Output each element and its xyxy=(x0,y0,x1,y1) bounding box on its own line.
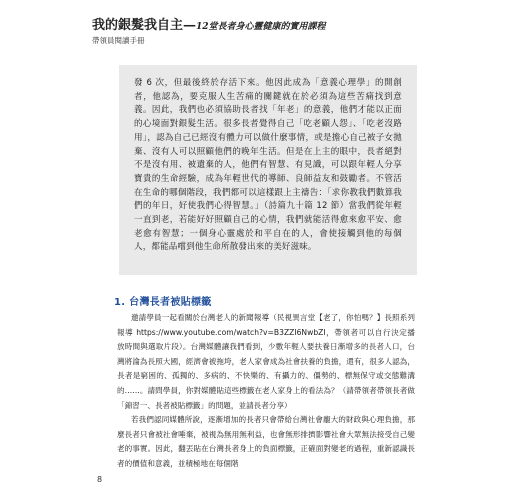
quote-box xyxy=(119,65,417,275)
running-header xyxy=(92,14,326,46)
book-title xyxy=(92,14,326,33)
body-paragraph: 邀請學員一起看關於台灣老人的新聞報導（民視異言堂【老了，你怕嗎？】長照系列報導 https://www.youtube.com/watch?v=B3ZZI6NwbZI，帶領者可以自行決定播放時間與選取片段）。台灣媒體讓我們看到，少數年輕人要扶養日漸增多的長者人口，台灣將淪為長照大國，經濟會被拖垮，老人家會成為社會扶養的負擔，還有，很多人認為，長者是窮困的、孤獨的、多病的、不快樂的、有攝力的、僵勢的、標無保守或交態難溝的……。請問學員，你對媒體貼這些標籤在老人家身上的看法為？（請帶領者帶領長者做「錦習一、長者被貼標籤」的問題，並請長者分享） xyxy=(117,313,415,410)
page-number: 8 xyxy=(97,475,103,484)
body-paragraph: 若我們認同媒體所說，逐漸增加的長者只會帶給台灣社會龐大的財政與心理負擔，那麼長者只會被社會唾棄，被視為無用無利益，也會無形排擠影響社會大眾無法接受自己變老的事實。因此，翻丟貼在台灣長者身上的負面標籤，正確面對變老的過程，重新認識長者的價值和意義，並積極地在每個階 xyxy=(117,415,415,468)
body-text xyxy=(117,311,415,472)
title-dash: — xyxy=(183,18,197,33)
section-number: 1. xyxy=(114,297,126,308)
book-title-sub: 12堂長者身心靈健康的實用課程 xyxy=(196,22,326,32)
book-title-main: 我的銀髮我自主 xyxy=(92,18,184,33)
quote-text: 發 6 次，但最後終於存活下來。他因此成為「意義心理學」的開創者，他認為，要克服人生苦痛的關鍵就在於必須為這些苦痛找到意義。因此，我們也必須協助長者找「年老」的意義，他們才能以正面的心境面對銀髮生活。很多長者覺得自己「吃老顧人怨」、「吃老沒路用」，認為自己已經沒有體力可以做什麼事情，或是擔心自己被子女拋棄、沒有人可以照顧他們的晚年生活。但是在上主的眼中，長者絕對不是沒有用、被遺棄的人，他們有智慧、有見識，可以跟年輕人分享寶貴的生命經驗，成為年輕世代的導師、良師益友和鼓勵者。不管活在生命的哪個階段，我們都可以這樣跟上主禱告：「求你教我們數算我們的年日，好使我們心得智慧。」（詩篇九十篇 12 節）當我們從年輕一直到老，若能好好照顧自己的心情，我們就能活得愈來愈平安、愈老愈有智慧；一個身心靈處於和平自在的人，會使接觸到他的每個人，都能品嚐到他生命所散發出來的美好滋味。 xyxy=(134,78,402,253)
section-heading xyxy=(114,293,212,308)
book-subtitle: 帶領員閱讀手冊 xyxy=(92,36,145,45)
section-title: 台灣長者被貼標籤 xyxy=(129,297,212,308)
